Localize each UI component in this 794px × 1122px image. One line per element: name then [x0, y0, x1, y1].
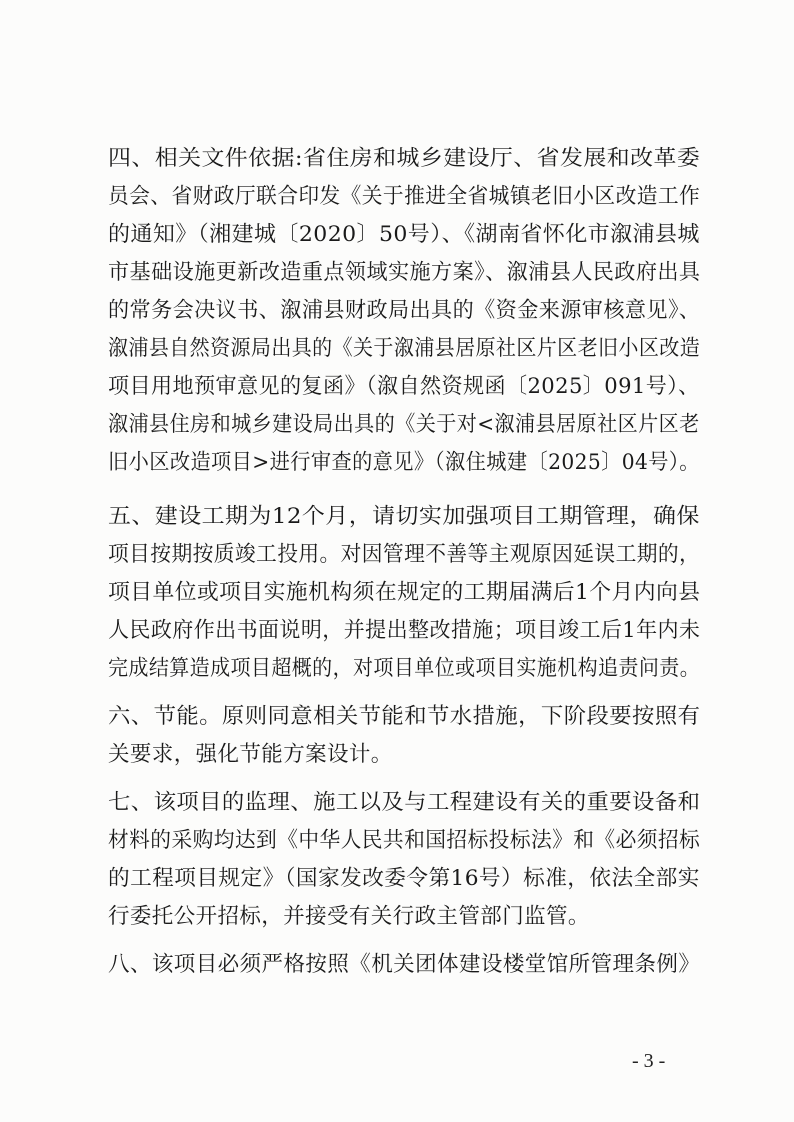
text-line: 的工程项目规定》（国家发改委令第16号）标准，依法全部实 — [108, 866, 700, 891]
text-line: 的通知》（湘建城〔2020〕50号）、《湖南省怀化市溆浦县城 — [108, 222, 700, 247]
text-line: 溆浦县住房和城乡建设局出具的《关于对<溆浦县居原社区片区老 — [108, 412, 700, 437]
page-number: - 3 - — [632, 1050, 666, 1072]
text-line: 项目按期按质竣工投用。对因管理不善等主观原因延误工期的， — [108, 542, 701, 567]
text-line: 完成结算造成项目超概的，对项目单位或项目实施机构追责问责。 — [108, 656, 701, 681]
text-line: 项目用地预审意见的复函》（溆自然资规函〔2025〕091号）、 — [108, 374, 700, 399]
text-line: 员会、省财政厅联合印发《关于推进全省城镇老旧小区改造工作 — [108, 184, 701, 209]
text-line: 六、节能。原则同意相关节能和节水措施，下阶段要按照有 — [108, 704, 701, 729]
text-line: 材料的采购均达到《中华人民共和国招标投标法》和《必须招标 — [108, 828, 701, 853]
text-line: 关要求，强化节能方案设计。 — [108, 742, 393, 767]
text-line: 七、该项目的监理、施工以及与工程建设有关的重要设备和 — [108, 790, 701, 815]
text-line: 项目单位或项目实施机构须在规定的工期届满后1个月内向县 — [108, 580, 701, 605]
text-line: 旧小区改造项目>进行审查的意见》（溆住城建〔2025〕04号）。 — [108, 450, 700, 475]
text-line: 溆浦县自然资源局出具的《关于溆浦县居原社区片区老旧小区改造 — [108, 336, 701, 361]
text-line: 四、相关文件依据:省住房和城乡建设厅、省发展和改革委 — [108, 146, 701, 171]
text-line: 行委托公开招标，并接受有关行政主管部门监管。 — [108, 904, 590, 929]
text-line: 的常务会决议书、溆浦县财政局出具的《资金来源审核意见》、 — [108, 298, 701, 323]
text-line: 五、建设工期为12个月，请切实加强项目工期管理，确保 — [108, 504, 700, 529]
text-line: 市基础设施更新改造重点领域实施方案》、溆浦县人民政府出具 — [108, 260, 701, 285]
text-line: 人民政府作出书面说明，并提出整改措施；项目竣工后1年内未 — [108, 618, 701, 643]
text-line: 八、该项目必须严格按照《机关团体建设楼堂馆所管理条例》 — [108, 952, 701, 977]
